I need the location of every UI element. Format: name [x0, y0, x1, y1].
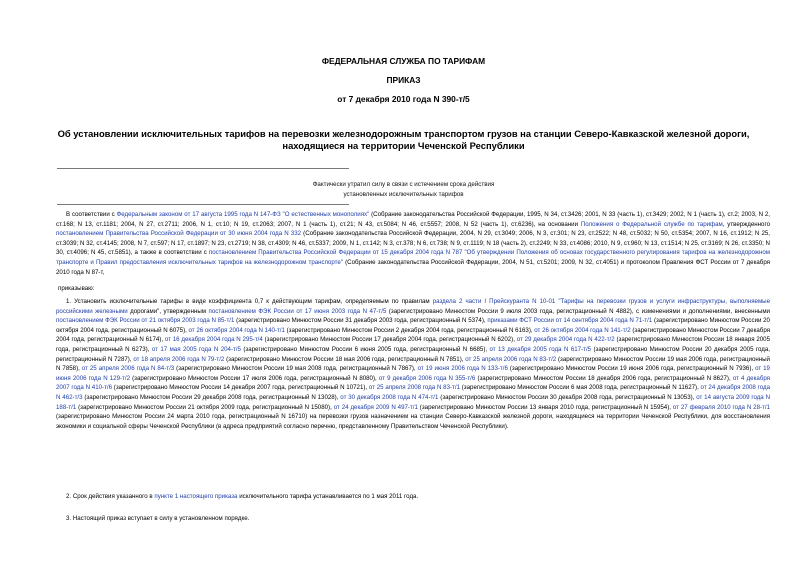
paragraph-text: (зарегистрировано Минюстом России 19 июня 2006 года, регистрационный N 7936),: [507, 365, 756, 373]
paragraph-text: (Собрание законодательства Российской Федерации, 2004, N 51, ст.5201; 2009, N 32, ст.4051) и протоколом Правления ФСТ России от 7 декабря 2010 года N 87-т,: [56, 258, 770, 276]
paragraph-text: (зарегистрировано Минюстом России 13 января 2010 года, регистрационный N 15954),: [417, 403, 673, 411]
document-reference-link[interactable]: от 16 декабря 2004 года N 295-т/4: [164, 336, 263, 344]
item-2-paragraph: [56, 492, 770, 502]
document-reference-link[interactable]: постановлением ФЭК России от 17 июня 2003 года N 47-т/5: [208, 307, 387, 315]
agency-heading: ФЕДЕРАЛЬНАЯ СЛУЖБА ПО ТАРИФАМ: [321, 56, 486, 66]
document-reference-link[interactable]: от 9 декабря 2006 года N 355-т/6: [378, 374, 476, 382]
document-reference-link[interactable]: приказами ФСТ России от 14 сентября 2004 года N 71-т/1: [487, 317, 653, 325]
document-reference-link[interactable]: постановлением Правительства Российской Федерации от 15 декабря 2004 года N 787 "Об утверждении Положения об основах государственного регулирования тарифов на железнодорожном транспорте и Правил предоставления исключительных тарифов на железнодорожном транспорте": [56, 249, 771, 266]
doc-type-heading: ПРИКАЗ: [386, 75, 421, 85]
document-reference-link[interactable]: от 26 октября 2004 года N 141-т/2: [534, 326, 631, 334]
paragraph-text: (зарегистрировано Минюстом России 17 июля 2006 года, регистрационный N 8080),: [129, 374, 379, 382]
document-reference-link[interactable]: Положения о Федеральной службе по тарифам: [580, 220, 723, 228]
paragraph-text: (зарегистрировано Минюстом России 19 мая 2008 года, регистрационный N 7867),: [174, 365, 418, 373]
paragraph-text: (зарегистрировано Минюстом России 9 июля 2003 года, регистрационный N 4882), с изменениями и дополнениями, внесенными: [386, 307, 770, 315]
paragraph-text: (зарегистрировано Минюстом России 18 мая 2006 года, регистрационный N 7851),: [224, 355, 466, 363]
paragraph-text: (зарегистрировано Минюстом России 6 июня 2005 года, регистрационный N 6685),: [240, 345, 490, 353]
document-title: Об установлении исключительных тарифов на перевозки железнодорожным транспортом грузов на станции Северо-Кавказской железной дороги, находящиеся на территории Чеченской Республики: [57, 128, 750, 151]
paragraph-text: (Собрание законодательства Российской Федерации, 1995, N 34, ст.3426; 2001, N 33 (часть 1), ст.3429; 2002, N 1 (часть 1), ст.2; 2003, N 2, ст.168; N 13, ст.1181; 2004, N 27, ст.2711; 2006, N 1, ст.10; N 19, ст.2063; 2007, N 1 (часть 1), ст.21; N 43, ст.5084; N 46, ст.5557; 2008, N 52 (часть 1), ст.6236), на основании: [56, 211, 770, 228]
document-reference-link[interactable]: от 17 мая 2005 года N 204-т/5: [151, 345, 241, 353]
paragraph-text: (зарегистрировано Минюстом России 19 мая 2006 года, регистрационный N 7858),: [56, 355, 770, 373]
document-reference-link[interactable]: пункте 1 настоящего приказа: [154, 493, 238, 500]
document-reference-link[interactable]: Федеральным законом от 17 августа 1995 года N 147-ФЗ "О естественных монополиях": [116, 211, 370, 218]
date-number-heading: от 7 декабря 2010 года N 390-т/5: [337, 94, 470, 104]
paragraph-text: исключительного тарифа устанавливается по 1 мая 2011 года.: [237, 493, 419, 500]
paragraph-text: (зарегистрировано Минюстом России 20 декабря 2005 года, регистрационный N 7287),: [56, 345, 770, 363]
paragraph-text: дорогами", утвержденным: [127, 307, 209, 315]
document-reference-link[interactable]: от 24 декабря 2009 N 497-т/1: [333, 403, 418, 411]
document-reference-link[interactable]: от 25 апреля 2006 года N 84-т/3: [81, 365, 175, 373]
paragraph-text: 3. Настоящий приказ вступает в силу в установленном порядке.: [66, 515, 250, 522]
paragraph-text: (зарегистрировано Минюстом России 20 октября 2004 года, регистрационный N 6075),: [56, 317, 770, 334]
paragraph-text: (зарегистрировано Минюстом России 31 декабря 2003 года, регистрационный N 5374),: [234, 317, 488, 325]
paragraph-text: (зарегистрировано Минюстом России 6 мая 2008 года, регистрационный N 11627),: [460, 384, 701, 392]
document-reference-link[interactable]: постановлением Правительства Российской Федерации от 30 июня 2004 года N 332: [56, 230, 302, 238]
document-reference-link[interactable]: от 29 декабря 2004 года N 422-т/2: [516, 336, 615, 344]
document-reference-link[interactable]: раздела 2 части I Прейскуранта N 10-01 "Тарифы на перевозки грузов и услуги инфраструктуры, выполняемые российскими железными: [56, 298, 770, 315]
document-reference-link[interactable]: от 25 апреля 2008 года N 83-т/1: [368, 384, 460, 392]
document-reference-link[interactable]: от 13 декабря 2005 года N 617-т/5: [489, 345, 592, 353]
paragraph-text: (зарегистрировано Минюстом России 30 декабря 2008 года, регистрационный N 13053),: [438, 393, 697, 401]
status-note-line-2: установленных исключительных тарифов: [343, 191, 464, 198]
paragraph-text: (зарегистрировано Минюстом России 17 декабря 2004 года, регистрационный N 6202),: [262, 336, 517, 344]
paragraph-text: , утвержденного: [722, 220, 770, 228]
document-reference-link[interactable]: от 26 октября 2004 года N 140-т/1: [188, 326, 285, 334]
item-3-paragraph: [56, 514, 770, 524]
paragraph-text: 2. Срок действия указанного в: [66, 493, 155, 500]
paragraph-text: (зарегистрировано Минюстом России 14 декабря 2007 года, регистрационный N 10721),: [112, 384, 369, 392]
document-reference-link[interactable]: от 27 февраля 2010 года N 28-т/1: [672, 403, 770, 411]
paragraph-text: (зарегистрировано Минюстом России 18 декабря 2006 года, регистрационный N 8627),: [475, 374, 733, 382]
paragraph-text: (зарегистрировано Минюстом России 18 января 2005 года, регистрационный N 6273),: [56, 336, 770, 353]
status-note-line-1: Фактически утратил силу в связи с истечением срока действия: [312, 181, 495, 188]
paragraph-text: (зарегистрировано Минюстом России 24 марта 2010 года, регистрационный N 16710) на перевозки грузов назначением на станции Северо-Кавказской железной дороги, находящиеся на территории Чеченской Республики, для восстановления экономики и социальной сферы Чеченской Республики (в адреса предприятий согласно перечню, представленному Правительством Чеченской Республики).: [56, 413, 770, 430]
document-reference-link[interactable]: от 18 апреля 2006 года N 79-т/2: [133, 355, 225, 363]
paragraph-text: (зарегистрировано Минюстом России 29 декабря 2008 года, регистрационный N 13028),: [82, 393, 341, 401]
item-1-paragraph: [56, 297, 770, 431]
paragraph-text: (зарегистрировано Минюстом России 7 декабря 2004 года, регистрационный N 6174),: [56, 326, 770, 344]
document-reference-link[interactable]: от 4 декабря 2007 года N 410-т/6: [56, 374, 771, 392]
paragraph-text: (зарегистрировано Минюстом России 2 декабря 2004 года, регистрационный N 6163),: [284, 326, 535, 334]
document-reference-link[interactable]: от 19 июня 2006 года N 129-т/2: [56, 365, 770, 382]
paragraph-text: 1. Установить исключительные тарифы в виде коэффициента 0,7 к действующим тарифам, определяемым по правилам: [66, 298, 433, 305]
divider-top: [57, 168, 349, 169]
divider-bottom: [57, 204, 349, 205]
document-reference-link[interactable]: от 30 декабря 2008 года N 474-т/1: [340, 393, 439, 401]
document-reference-link[interactable]: от 25 апреля 2006 года N 83-т/2: [465, 355, 557, 363]
document-reference-link[interactable]: от 19 июня 2006 года N 133-т/6: [417, 365, 508, 373]
preamble-paragraph: [56, 210, 770, 277]
status-note: [230, 180, 577, 200]
paragraph-text: В соответствии с: [66, 211, 117, 218]
document-reference-link[interactable]: постановлением ФЭК России от 21 октября 2003 года N 85-т/1: [56, 317, 235, 325]
paragraph-text: (зарегистрировано Минюстом России 21 октября 2009 года, регистрационный N 15080),: [76, 403, 334, 411]
paragraph-text: (Собрание законодательства Российской Федерации, 2004, N 29, ст.3049; 2006, N 3, ст.301; N 23, ст.2522; N 48, ст.5032; N 50, ст.5354; 2007, N 16, ст.1912; N 25, ст.3039; N 32, ст.4145; 2008, N 7, ст.597; N 17, ст.1897; N 23, ст.2719; N 38, ст.4309; N 46, ст.5337; 2009, N 1, ст.142; N 3, ст.378; N 6, ст.738; N 9, ст.1119; N 18 (часть 2), ст.2249; N 33, ст.4086; 2010, N 9, ст.960; N 13, ст.1514; N 25, ст.3169; N 26, ст.3350; N 30, ст.4096; N 45, ст.5851), а также в соответствии с: [56, 230, 771, 257]
document-reference-link[interactable]: от 24 декабря 2008 года N 462-т/3: [56, 384, 771, 401]
document-reference-link[interactable]: от 14 августа 2009 года N 188-т/1: [56, 393, 771, 411]
order-word: приказываю:: [58, 285, 95, 292]
